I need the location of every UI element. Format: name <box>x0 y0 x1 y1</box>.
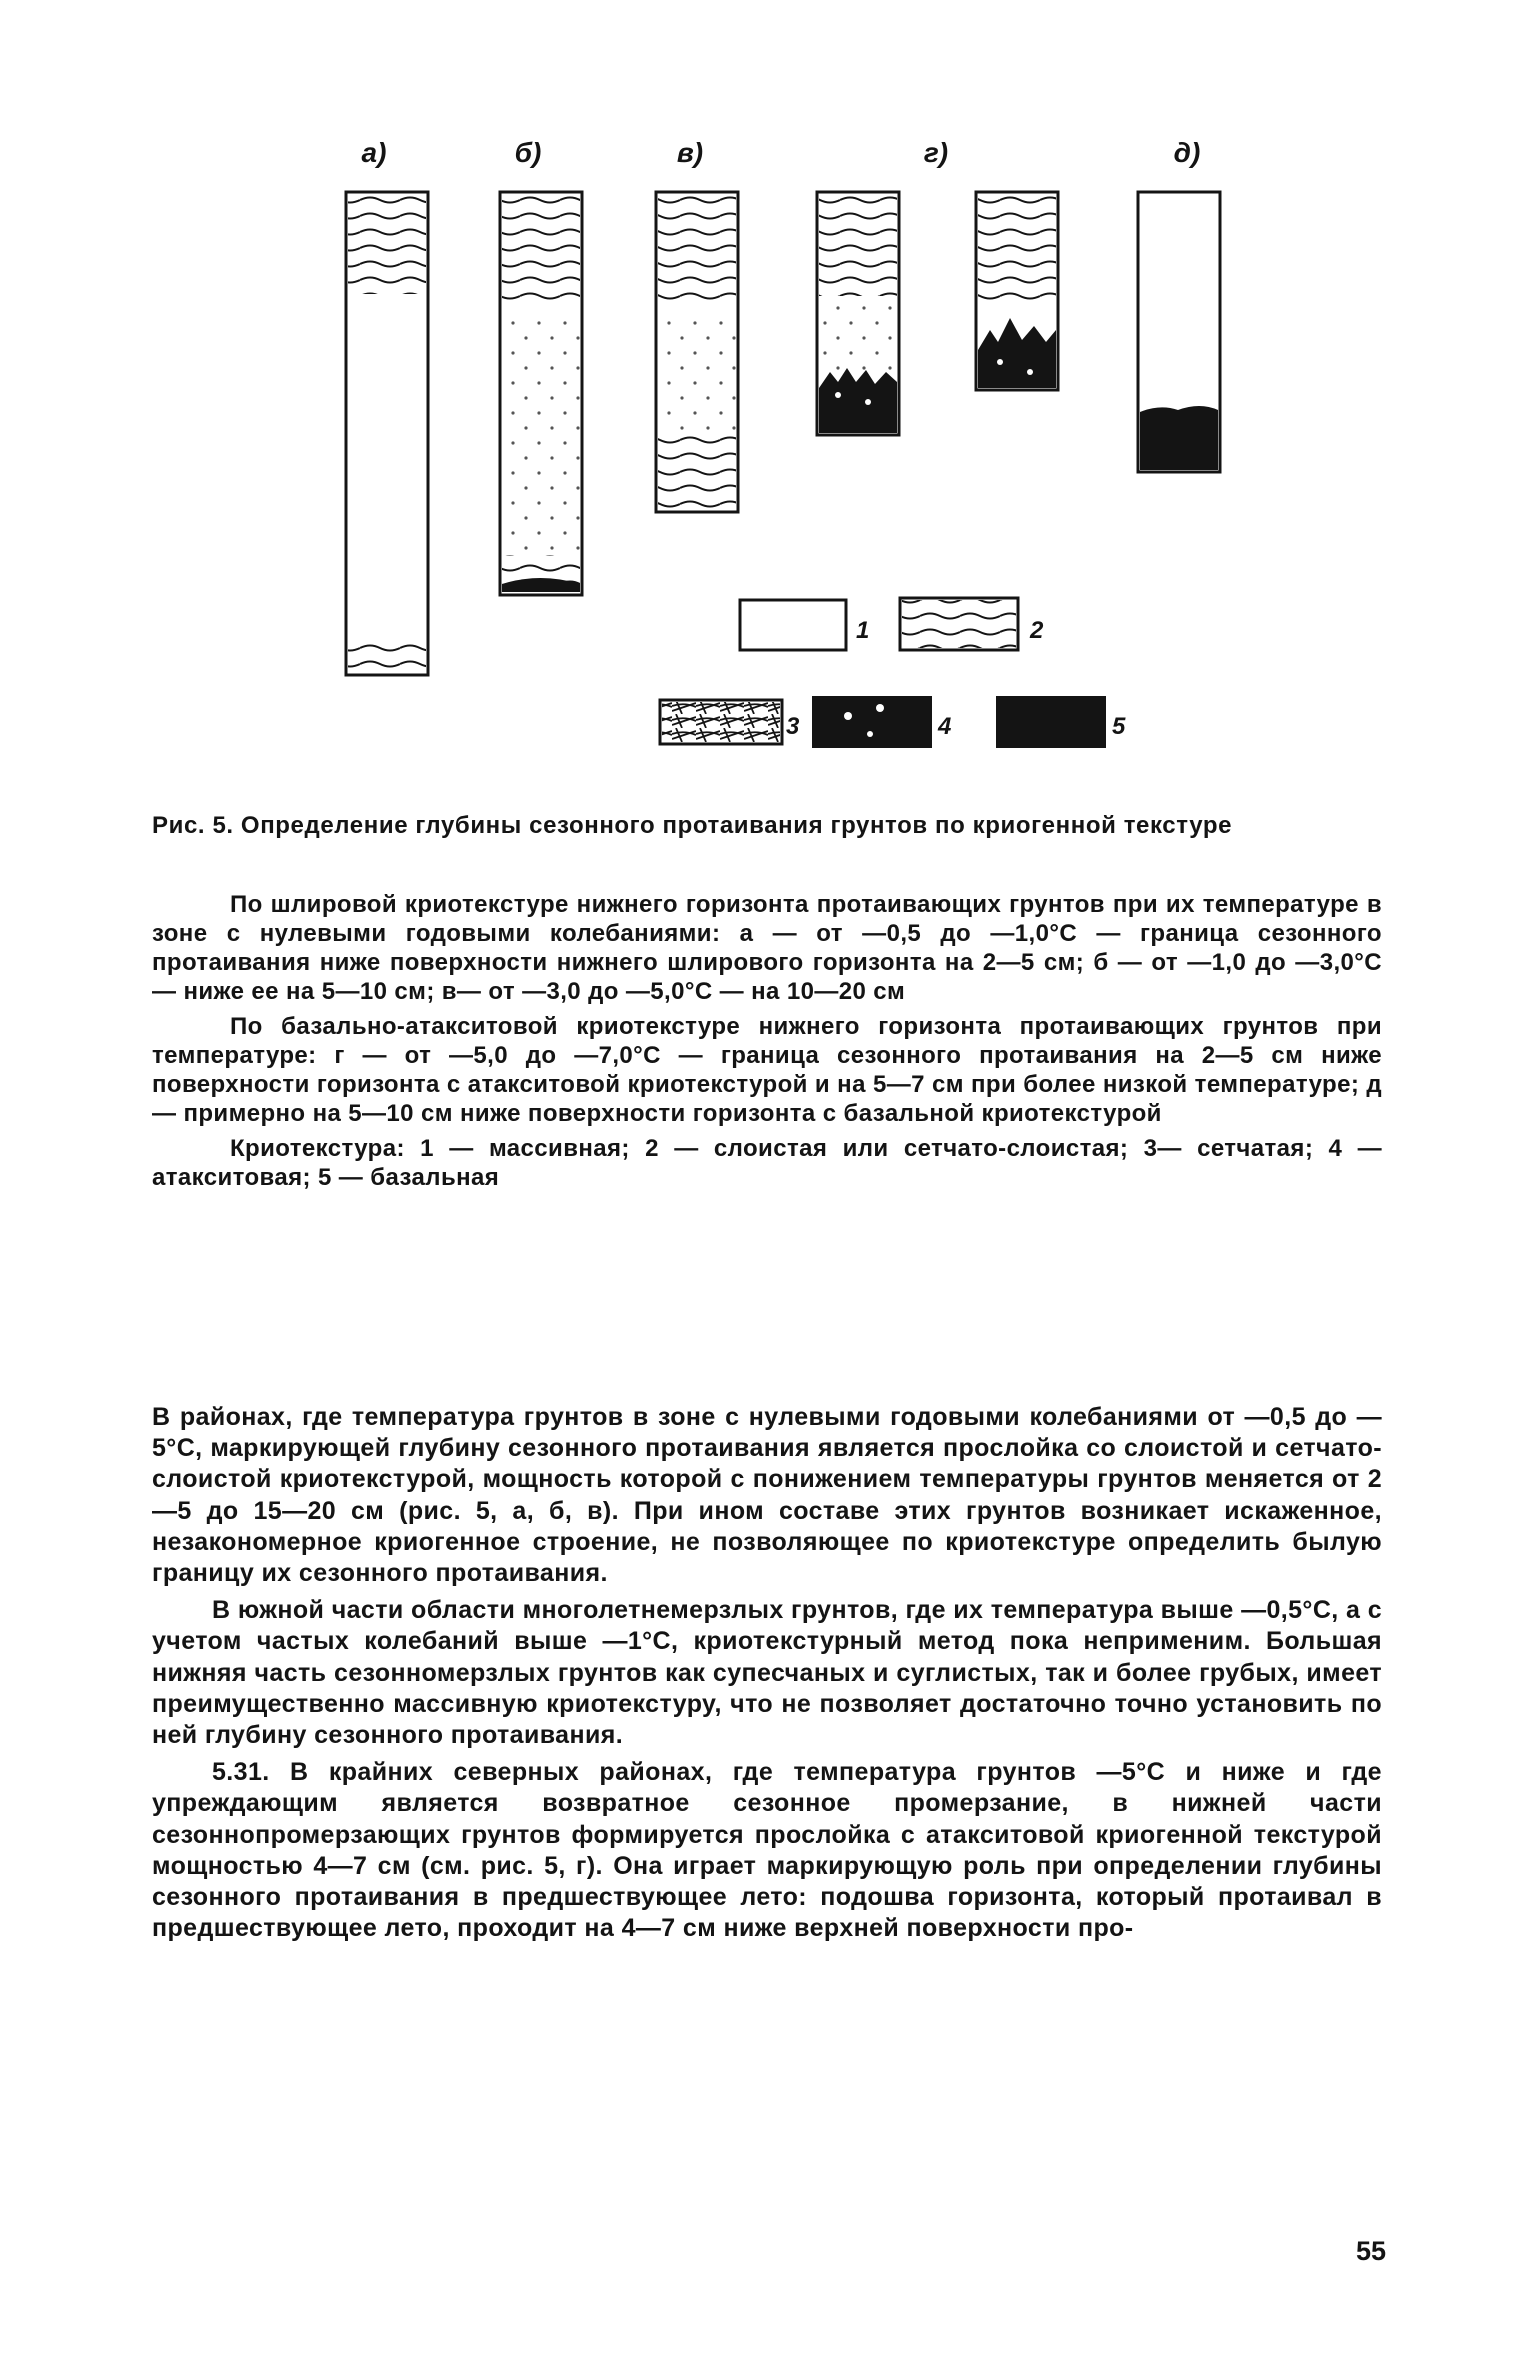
body-paragraph: В районах, где температура грунтов в зоне с нулевыми годовыми колебаниями от —0,5 до —5°С, маркирующей глубину сезонного протаивания является прослойка со слоистой и сетчато-слоистой криотекстурой, мощность которой с понижением температуры грунтов меняется от 2—5 до 15—20 см (рис. 5, а, б, в). При ином составе этих грунтов возникает искаженное, незакономерное криогенное строение, не позволяющее по криотекстуре определить былую границу их сезонного протаивания. <box>152 1403 1382 1588</box>
figure-5 <box>0 0 1535 800</box>
page-number: 55 <box>1355 2236 1386 2266</box>
body-text <box>152 1402 1382 1950</box>
caption-paragraph: По шлировой криотекстуре нижнего горизонта протаивающих грунтов при их температуре в зоне с нулевыми годовыми колебаниями: а — от —0,5 до —1,0°С — граница сезонного протаивания ниже поверхности нижнего шлирового горизонта на 2—5 см; б — от —1,0 до —3,0°С — ниже ее на 5—10 см; в— от —3,0 до —5,0°С — на 10—20 см <box>152 891 1382 1005</box>
soil-column-v <box>656 192 738 512</box>
legend-label-1: 1 <box>856 617 870 644</box>
legend-label-2: 2 <box>1030 617 1044 644</box>
legend-ataxitic <box>812 696 951 748</box>
soil-column-g <box>817 192 899 435</box>
figure-caption-title: Рис. 5. Определение глубины сезонного протаивания грунтов по криогенной текстуре <box>152 812 1233 839</box>
figure-caption-text <box>152 890 1382 1198</box>
column-label-b: б) <box>514 137 542 168</box>
soil-column-atakcite <box>976 192 1058 390</box>
soil-column-d <box>1138 192 1220 472</box>
legend-label-4: 4 <box>938 713 952 740</box>
body-paragraph: 5.31. В крайних северных районах, где температура грунтов —5°С и ниже и где упреждающим является возвратное сезонное промерзание, в нижней части сезоннопромерзающих грунтов формируется прослойка с атакситовой криогенной текстурой мощностью 4—7 см (см. рис. 5, г). Она играет маркирующую роль при определении глубины сезонного протаивания в предшествующее лето: подошва горизонта, который протаивал в предшествующее лето, проходит на 4—7 см ниже верхней поверхности про- <box>152 1758 1382 1943</box>
legend-label-5: 5 <box>1112 713 1126 740</box>
body-paragraph: В южной части области многолетнемерзлых грунтов, где их температура выше —0,5°С, а с учетом частых колебаний выше —1°С, криотекстурный метод пока неприменим. Большая нижняя часть сезонномерзлых грунтов как супесчаных и суглистых, так и более грубых, имеет преимущественно массивную криотекстуру, что не позволяет достаточно точно установить по ней глубину сезонного протаивания. <box>152 1596 1382 1750</box>
legend-massive <box>740 600 869 650</box>
caption-paragraph: Криотекстура: 1 — массивная; 2 — слоистая или сетчато-слоистая; 3— сетчатая; 4 — атакситовая; 5 — базальная <box>152 1135 1382 1191</box>
column-label-g: г) <box>923 137 949 168</box>
column-label-d: д) <box>1173 137 1201 168</box>
caption-paragraph: По базально-атакситовой криотекстуре нижнего горизонта протаивающих грунтов при температуре: г — от —5,0 до —7,0°С — граница сезонного протаивания на 2—5 см ниже поверхности горизонта с атакситовой криотекстурой и на 5—7 см при более низкой температуре; д — примерно на 5—10 см ниже поверхности горизонта с базальной криотекстурой <box>152 1013 1382 1127</box>
legend-mesh <box>660 700 800 744</box>
legend-layered <box>900 598 1044 650</box>
column-label-v: в) <box>676 137 704 168</box>
legend-label-3: 3 <box>786 713 800 740</box>
legend-basal <box>996 696 1126 748</box>
soil-column-a <box>346 192 428 675</box>
soil-column-b <box>500 192 582 595</box>
column-label-a: а) <box>361 137 387 168</box>
